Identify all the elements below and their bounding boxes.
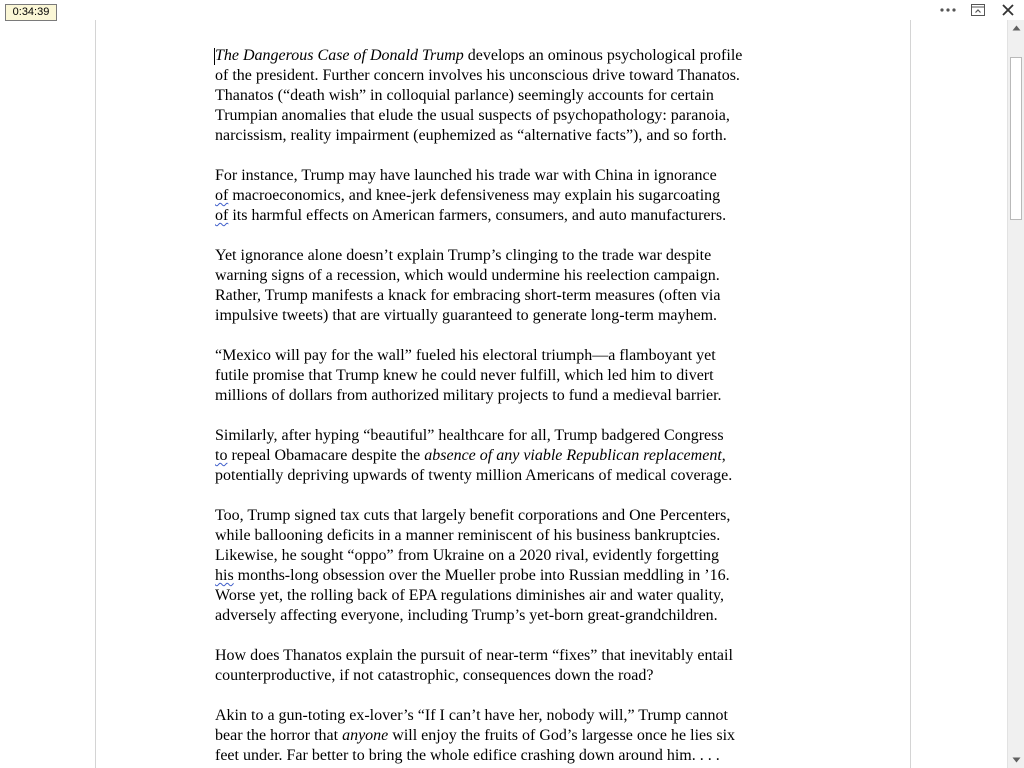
text-line — [215, 186, 815, 206]
text-line — [215, 726, 815, 746]
text-line: counterproductive, if not catastrophic, consequences down the road? — [215, 667, 654, 684]
paragraph-2 — [215, 166, 815, 226]
text-run: its harmful effects on American farmers, consumers, and auto manufacturers. — [228, 207, 727, 224]
text-line: Yet ignorance alone doesn’t explain Trump’s clinging to the trade war despite — [215, 247, 712, 264]
text-line: of the president. Further concern involves his unconscious drive toward Thanatos. — [215, 67, 740, 84]
text-line: feet under. Far better to bring the whole edifice crashing down around him. . . . — [215, 747, 720, 764]
close-window-button[interactable] — [998, 1, 1018, 19]
paragraph-7 — [215, 646, 815, 686]
text-line: narcissism, reality impairment (euphemized as “alternative facts”), and so forth. — [215, 127, 727, 144]
text-cursor — [214, 48, 215, 65]
text-line: How does Thanatos explain the pursuit of near-term “fixes” that inevitably entail — [215, 647, 733, 664]
paragraph-8 — [215, 706, 815, 766]
text-line: Rather, Trump manifests a knack for embracing short-term measures (often via — [215, 287, 721, 304]
emphasis-text: anyone — [342, 727, 389, 744]
vertical-scrollbar[interactable] — [1007, 20, 1024, 768]
text-run: develops an ominous psychological profile — [463, 47, 743, 64]
text-line: For instance, Trump may have launched his trade war with China in ignorance — [215, 167, 717, 184]
page-left-edge — [95, 20, 96, 768]
text-line: “Mexico will pay for the wall” fueled his electoral triumph—a flamboyant yet — [215, 347, 716, 364]
close-icon — [1002, 4, 1014, 16]
elapsed-timer: 0:34:39 — [5, 4, 57, 21]
text-line: adversely affecting everyone, including Trump’s yet-born great-grandchildren. — [215, 607, 718, 624]
text-line — [215, 446, 815, 466]
text-line: Worse yet, the rolling back of EPA regulations diminishes air and water quality, — [215, 587, 724, 604]
paragraph-6 — [215, 506, 815, 626]
paragraph-3 — [215, 246, 815, 326]
scroll-down-button[interactable] — [1008, 752, 1024, 768]
text-line: potentially depriving upwards of twenty million Americans of medical coverage. — [215, 467, 733, 484]
text-run: months-long obsession over the Mueller probe into Russian meddling in ’16. — [233, 567, 730, 584]
ellipsis-icon — [939, 7, 957, 13]
paragraph-4 — [215, 346, 815, 406]
spelling-flag[interactable]: his — [215, 567, 234, 584]
text-line: Similarly, after hyping “beautiful” healthcare for all, Trump badgered Congress — [215, 427, 724, 444]
text-run: , — [721, 447, 726, 464]
text-run: will enjoy the fruits of God’s largesse once he lies six — [388, 727, 736, 744]
paragraph-5 — [215, 426, 815, 486]
text-line: Thanatos (“death wish” in colloquial parlance) seemingly accounts for certain — [215, 87, 714, 104]
text-line: futile promise that Trump knew he could never fulfill, which led him to divert — [215, 367, 714, 384]
page-right-edge — [910, 20, 911, 768]
spelling-flag[interactable]: to — [215, 447, 228, 464]
text-run: repeal Obamacare despite the — [227, 447, 425, 464]
text-line: millions of dollars from authorized military projects to fund a medieval barrier. — [215, 387, 722, 404]
restore-window-button[interactable] — [968, 1, 988, 19]
text-line — [215, 566, 815, 586]
text-line: Akin to a gun-toting ex-lover’s “If I can’t have her, nobody will,” Trump cannot — [215, 707, 728, 724]
scroll-up-button[interactable] — [1008, 20, 1024, 36]
book-title: The Dangerous Case of Donald Trump — [215, 47, 464, 64]
document-body[interactable] — [215, 46, 815, 768]
text-line: impulsive tweets) that are virtually guaranteed to generate long-term mayhem. — [215, 307, 718, 324]
text-run: macroeconomics, and knee-jerk defensiveness may explain his sugarcoating — [228, 187, 721, 204]
paragraph-1 — [215, 46, 815, 146]
window-controls — [938, 0, 1018, 20]
text-line: while ballooning deficits in a manner reminiscent of his business bankruptcies. — [215, 527, 721, 544]
text-line: warning signs of a recession, which would undermine his reelection campaign. — [215, 267, 720, 284]
text-line: Too, Trump signed tax cuts that largely benefit corporations and One Percenters, — [215, 507, 731, 524]
triangle-up-icon — [1012, 25, 1021, 31]
text-line — [215, 206, 815, 226]
emphasis-text: absence of any viable Republican replacement — [424, 447, 722, 464]
text-line — [215, 46, 815, 66]
scrollbar-thumb[interactable] — [1010, 57, 1022, 220]
triangle-down-icon — [1012, 757, 1021, 763]
spelling-flag[interactable]: of — [215, 187, 229, 204]
more-options-button[interactable] — [938, 1, 958, 19]
spelling-flag[interactable]: of — [215, 207, 229, 224]
restore-window-icon — [971, 4, 985, 16]
text-run: bear the horror that — [215, 727, 343, 744]
text-line: Trumpian anomalies that elude the usual suspects of psychopathology: paranoia, — [215, 107, 730, 124]
text-line: Likewise, he sought “oppo” from Ukraine on a 2020 rival, evidently forgetting — [215, 547, 720, 564]
